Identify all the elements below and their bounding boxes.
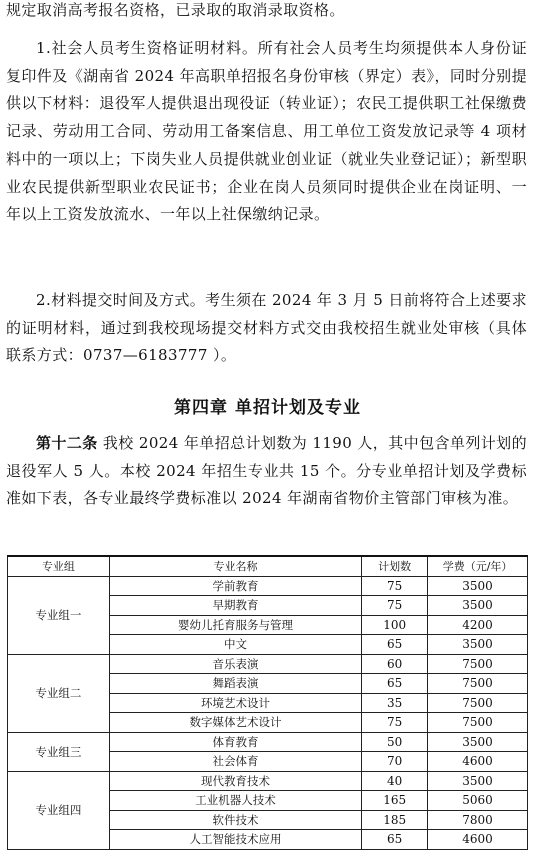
major-cell: 环境艺术设计 bbox=[109, 693, 361, 713]
fee-cell: 4600 bbox=[428, 830, 528, 850]
header-group: 专业组 bbox=[8, 556, 110, 576]
plan-count-cell: 70 bbox=[362, 752, 428, 772]
paragraph-article-12 bbox=[0, 430, 535, 513]
fee-cell: 3500 bbox=[428, 732, 528, 752]
paragraph-social-candidate-materials: 1.社会人员考生资格证明材料。所有社会人员考生均须提供本人身份证复印件及《湖南省 2024 年高职单招报名身份审核（界定）表》，同时分别提供以下材料：退役军人提供退出现役证（转业证）；农民工提供职工社保缴费记录、劳动用工合同、劳动用工备案信息、用工单位工资发放记录等 4 项材料中的一项以上；下岗失业人员提供就业创业证（就业失业登记证）；新型职业农民提供新型职业农民证书；企业在岗人员须同时提供企业在岗证明、一年以上工资发放流水、一年以上社保缴纳记录。 bbox=[6, 39, 527, 224]
fee-cell: 7500 bbox=[428, 674, 528, 694]
major-cell: 舞蹈表演 bbox=[109, 674, 361, 694]
plan-count-cell: 65 bbox=[362, 830, 428, 850]
plan-count-cell: 75 bbox=[362, 576, 428, 596]
plan-count-cell: 60 bbox=[362, 654, 428, 674]
plan-count-cell: 40 bbox=[362, 771, 428, 791]
fee-cell: 7500 bbox=[428, 693, 528, 713]
major-cell: 婴幼儿托育服务与管理 bbox=[109, 615, 361, 635]
fee-cell: 3500 bbox=[428, 596, 528, 616]
major-cell: 现代教育技术 bbox=[109, 771, 361, 791]
table-row bbox=[8, 576, 528, 596]
major-cell: 音乐表演 bbox=[109, 654, 361, 674]
paragraph-submission-time: 2.材料提交时间及方式。考生须在 2024 年 3 月 5 日前将符合上述要求的证明材料，通过到我校现场提交材料方式交由我校招生就业处审核（具体联系方式：0737—6183777 ）。 bbox=[6, 291, 527, 365]
plan-count-cell: 65 bbox=[362, 635, 428, 655]
fee-cell: 3500 bbox=[428, 635, 528, 655]
group-name-cell: 专业组三 bbox=[8, 732, 110, 771]
fee-cell: 5060 bbox=[428, 791, 528, 811]
major-cell: 社会体育 bbox=[109, 752, 361, 772]
major-cell: 学前教育 bbox=[109, 576, 361, 596]
table-row bbox=[8, 654, 528, 674]
paragraph-disqualification: 规定取消高考报名资格，已录取的取消录取资格。 bbox=[6, 1, 345, 19]
plan-count-cell: 75 bbox=[362, 713, 428, 733]
major-cell: 早期教育 bbox=[109, 596, 361, 616]
fee-cell: 7800 bbox=[428, 810, 528, 830]
header-fee: 学费（元/年） bbox=[428, 556, 528, 576]
table-row bbox=[8, 732, 528, 752]
plan-count-cell: 185 bbox=[362, 810, 428, 830]
plan-count-cell: 50 bbox=[362, 732, 428, 752]
major-cell: 工业机器人技术 bbox=[109, 791, 361, 811]
table-row bbox=[8, 771, 528, 791]
header-major: 专业名称 bbox=[109, 556, 361, 576]
fee-cell: 3500 bbox=[428, 576, 528, 596]
group-name-cell: 专业组一 bbox=[8, 576, 110, 654]
article-lead: 第十二条 bbox=[36, 434, 98, 452]
plan-count-cell: 165 bbox=[362, 791, 428, 811]
group-name-cell: 专业组二 bbox=[8, 654, 110, 732]
fee-cell: 4200 bbox=[428, 615, 528, 635]
major-cell: 中文 bbox=[109, 635, 361, 655]
plan-count-cell: 75 bbox=[362, 596, 428, 616]
chapter-title: 第四章 单招计划及专业 bbox=[174, 398, 361, 418]
plan-count-cell: 100 bbox=[362, 615, 428, 635]
article-text: 我校 2024 年单招总计划数为 1190 人，其中包含单列计划的退役军人 5 人。本校 2024 年招生专业共 15 个。分专业单招计划及学费标准如下表，各专业最终学费标准以 2024 年湖南省物价主管部门审核为准。 bbox=[6, 434, 527, 508]
fee-cell: 3500 bbox=[428, 771, 528, 791]
major-cell: 数字媒体艺术设计 bbox=[109, 713, 361, 733]
table-header-row bbox=[8, 556, 528, 576]
major-cell: 体育教育 bbox=[109, 732, 361, 752]
enrollment-plan-table bbox=[7, 555, 528, 850]
plan-count-cell: 65 bbox=[362, 674, 428, 694]
plan-count-cell: 35 bbox=[362, 693, 428, 713]
header-plan: 计划数 bbox=[362, 556, 428, 576]
table-body bbox=[8, 576, 528, 849]
fee-cell: 7500 bbox=[428, 654, 528, 674]
major-cell: 软件技术 bbox=[109, 810, 361, 830]
fee-cell: 7500 bbox=[428, 713, 528, 733]
group-name-cell: 专业组四 bbox=[8, 771, 110, 849]
fee-cell: 4600 bbox=[428, 752, 528, 772]
major-cell: 人工智能技术应用 bbox=[109, 830, 361, 850]
